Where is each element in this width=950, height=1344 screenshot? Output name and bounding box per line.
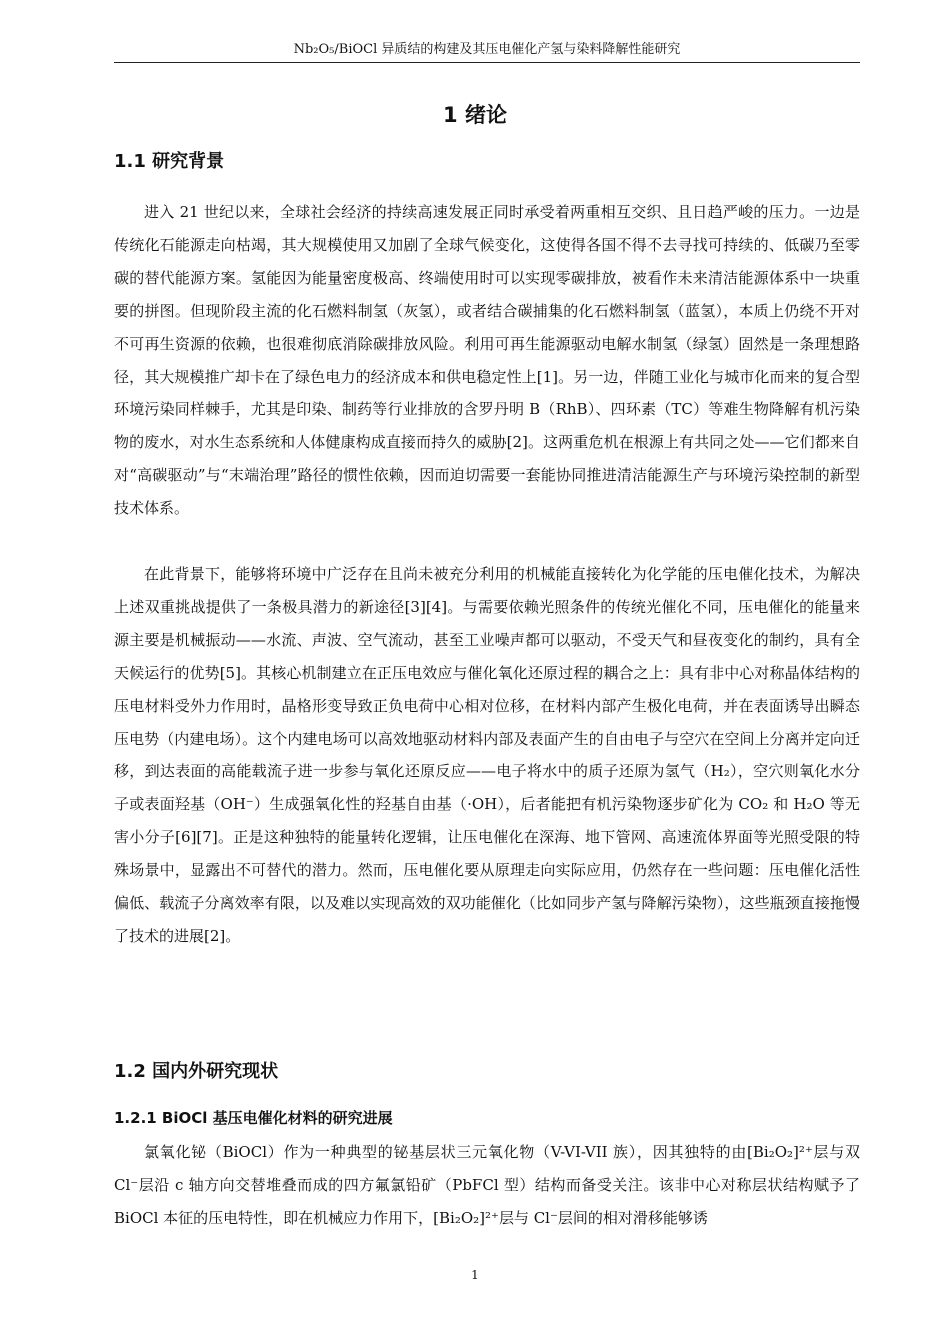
paragraph-background-2: 在此背景下，能够将环境中广泛存在且尚未被充分利用的机械能直接转化为化学能的压电催化技术，为解决上述双重挑战提供了一条极具潜力的新途径[3][4]。与需要依赖光照条件的传统光催化不同，压电催化的能量来源主要是机械振动——水流、声波、空气流动，甚至工业噪声都可以驱动，不受天气和昼夜变化的制约，具有全天候运行的优势[5]。其核心机制建立在正压电效应与催化氧化还原过程的耦合之上：具有非中心对称晶体结构的压电材料受外力作用时，晶格形变导致正负电荷中心相对位移，在材料内部产生极化电荷，并在表面诱导出瞬态压电势（内建电场）。这个内建电场可以高效地驱动材料内部及表面产生的自由电子与空穴在空间上分离并定向迁移，到达表面的高能载流子进一步参与氧化还原反应——电子将水中的质子还原为氢气（H₂），空穴则氧化水分子或表面羟基（OH⁻）生成强氧化性的羟基自由基（·OH），后者能把有机污染物逐步矿化为 CO₂ 和 H₂O 等无害小分子[6][7]。正是这种独特的能量转化逻辑，让压电催化在深海、地下管网、高速流体界面等光照受限的特殊场景中，显露出不可替代的潜力。然而，压电催化要从原理走向实际应用，仍然存在一些问题：压电催化活性偏低、载流子分离效率有限，以及难以实现高效的双功能催化（比如同步产氢与降解污染物），这些瓶颈直接拖慢了技术的进展[2]。 [114, 565, 860, 945]
paragraph-biocl: 氯氧化铋（BiOCl）作为一种典型的铋基层状三元氧化物（V-VI-VII 族），因其独特的由[Bi₂O₂]²⁺层与双 Cl⁻层沿 c 轴方向交替堆叠而成的四方氟氯铅矿（PbFCl 型）结构而备受关注。该非中心对称层状结构赋予了 BiOCl 本征的压电特性，即在机械应力作用下，[Bi₂O₂]²⁺层与 Cl⁻层间的相对滑移能够诱 [114, 1143, 860, 1227]
running-header: Nb₂O₅/BiOCl 异质结的构建及其压电催化产氢与染料降解性能研究 [114, 40, 860, 63]
paragraph-background-1: 进入 21 世纪以来，全球社会经济的持续高速发展正同时承受着两重相互交织、且日趋严峻的压力。一边是传统化石能源走向枯竭，其大规模使用又加剧了全球气候变化，这使得各国不得不去寻找可持续的、低碳乃至零碳的替代能源方案。氢能因为能量密度极高、终端使用时可以实现零碳排放，被看作未来清洁能源体系中一块重要的拼图。但现阶段主流的化石燃料制氢（灰氢），或者结合碳捕集的化石燃料制氢（蓝氢），本质上仍绕不开对不可再生资源的依赖，也很难彻底消除碳排放风险。利用可再生能源驱动电解水制氢（绿氢）固然是一条理想路径，其大规模推广却卡在了绿色电力的经济成本和供电稳定性上[1]。另一边，伴随工业化与城市化而来的复合型环境污染同样棘手，尤其是印染、制药等行业排放的含罗丹明 B（RhB）、四环素（TC）等难生物降解有机污染物的废水，对水生态系统和人体健康构成直接而持久的威胁[2]。这两重危机在根源上有共同之处——它们都来自对“高碳驱动”与“末端治理”路径的惯性依赖，因而迫切需要一套能协同推进清洁能源生产与环境污染控制的新型技术体系。 [114, 203, 860, 518]
section-heading-research-status: 1.2 国内外研究现状 [114, 1061, 279, 1082]
subsection-heading-biocl: 1.2.1 BiOCl 基压电催化材料的研究进展 [114, 1109, 393, 1127]
section-heading-background: 1.1 研究背景 [114, 151, 225, 172]
page-number: 1 [471, 1268, 479, 1282]
chapter-title: 1 绪论 [443, 103, 507, 127]
paragraph-biocl-clip [114, 1136, 860, 1235]
